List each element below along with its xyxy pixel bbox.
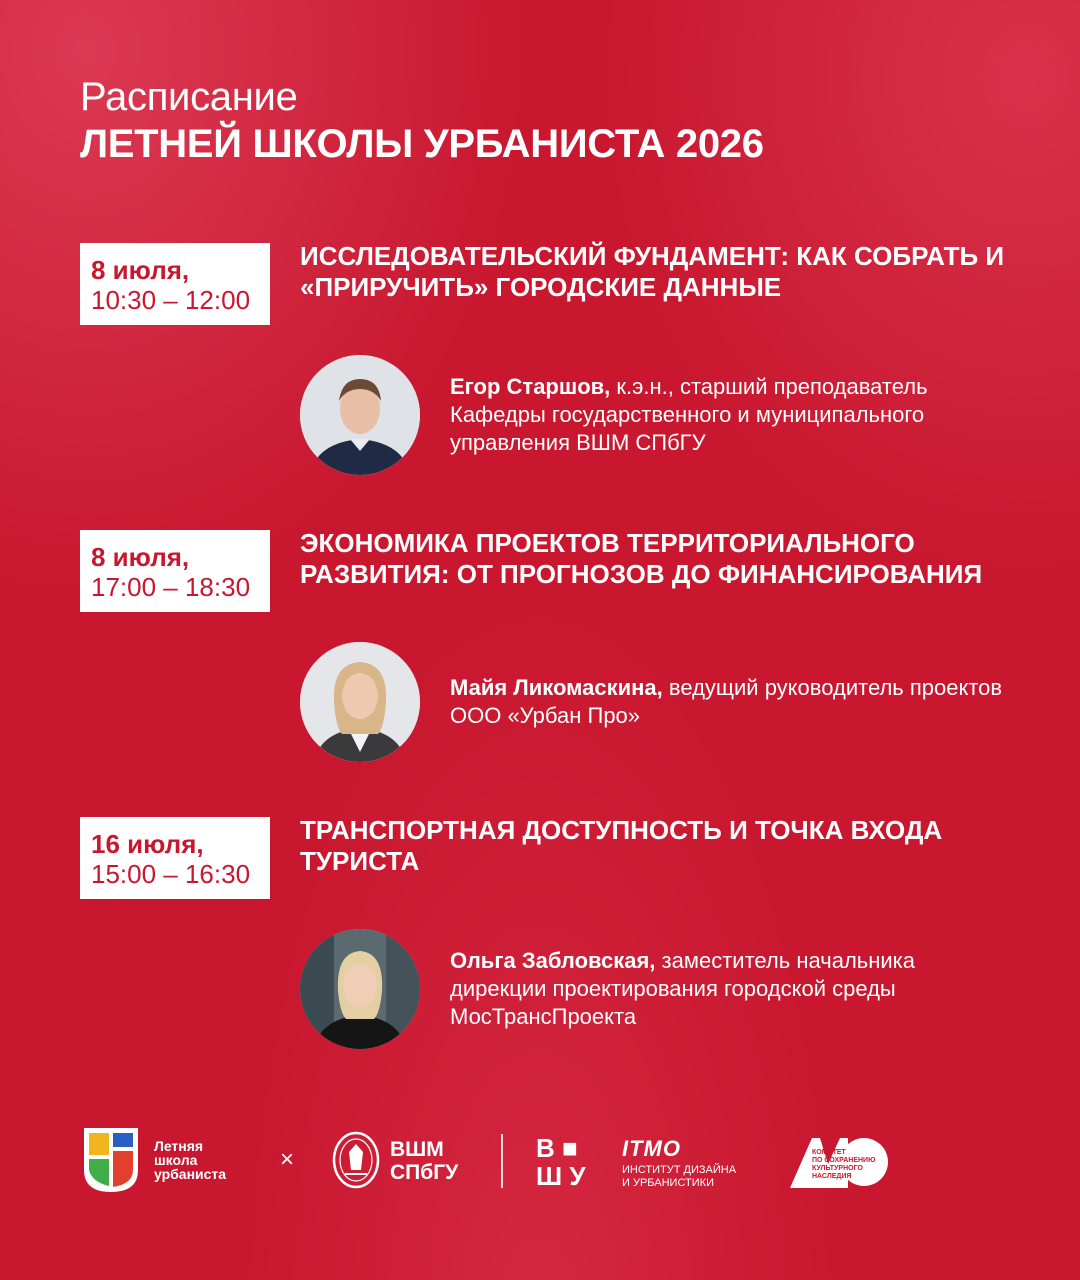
vshm-logo-text: ВШМ СПбГУ — [390, 1138, 459, 1184]
summer-school-logo-text: Летняя школа урбаниста — [154, 1138, 227, 1182]
session-topic: ТРАНСПОРТНАЯ ДОСТУПНОСТЬ И ТОЧКА ВХОДА ТУРИСТА — [300, 815, 943, 876]
speaker-bio — [450, 674, 1010, 730]
session-date: 8 июля, — [91, 542, 190, 572]
speaker-avatar — [300, 355, 420, 475]
speaker-name: Егор Старшов, — [450, 374, 611, 399]
session-date: 16 июля, — [91, 829, 204, 859]
header — [80, 74, 764, 168]
session-topic: ИССЛЕДОВАТЕЛЬСКИЙ ФУНДАМЕНТ: КАК СОБРАТЬ И «ПРИРУЧИТЬ» ГОРОДСКИЕ ДАННЫЕ — [300, 241, 1005, 302]
session-date-box — [80, 530, 270, 612]
speaker-bio — [450, 947, 1010, 1031]
speaker-avatar — [300, 929, 420, 1049]
header-title: ЛЕТНЕЙ ШКОЛЫ УРБАНИСТА 2026 — [80, 122, 764, 166]
itmo-subtitle: ИНСТИТУТ ДИЗАЙНА И УРБАНИСТИКИ — [622, 1164, 737, 1189]
speaker-avatar — [300, 642, 420, 762]
itmo-brand: ITMO — [622, 1136, 681, 1161]
summer-school-logo-icon — [80, 1124, 142, 1196]
speaker-name: Ольга Забловская, — [450, 948, 656, 973]
session-time: 17:00 – 18:30 — [91, 572, 251, 602]
session-date-box — [80, 243, 270, 325]
footer-logos — [80, 1124, 1000, 1198]
session-topic: ЭКОНОМИКА ПРОЕКТОВ ТЕРРИТОРИАЛЬНОГО РАЗВИТИЯ: ОТ ПРОГНОЗОВ ДО ФИНАНСИРОВАНИЯ — [300, 528, 983, 589]
itmo-logo — [622, 1138, 736, 1190]
speaker-description: к.э.н., старший преподаватель Кафедры государственного и муниципального управления ВШМ СПбГУ — [450, 374, 928, 455]
session-date-box — [80, 817, 270, 899]
session-date: 8 июля, — [91, 255, 190, 285]
speaker-bio — [450, 373, 1010, 457]
logo-divider — [501, 1134, 503, 1188]
header-subtitle: Расписание — [80, 75, 298, 119]
speaker-description: ведущий руководитель проектов ООО «Урбан Про» — [450, 675, 1003, 728]
speaker-name: Майя Ликомаскина, — [450, 675, 663, 700]
session-time: 15:00 – 16:30 — [91, 859, 251, 889]
vshm-crest-icon — [331, 1130, 381, 1190]
heritage-committee-text: КОМИТЕТ ПО СОХРАНЕНИЮ КУЛЬТУРНОГО НАСЛЕДИЯ — [812, 1149, 876, 1180]
vshu-logo: В ■ Ш У — [536, 1133, 586, 1191]
speaker-description: заместитель начальника дирекции проектирования городской среды МосТрансПроекта — [450, 948, 916, 1029]
session-time: 10:30 – 12:00 — [91, 285, 251, 315]
cross-separator: × — [280, 1146, 295, 1173]
